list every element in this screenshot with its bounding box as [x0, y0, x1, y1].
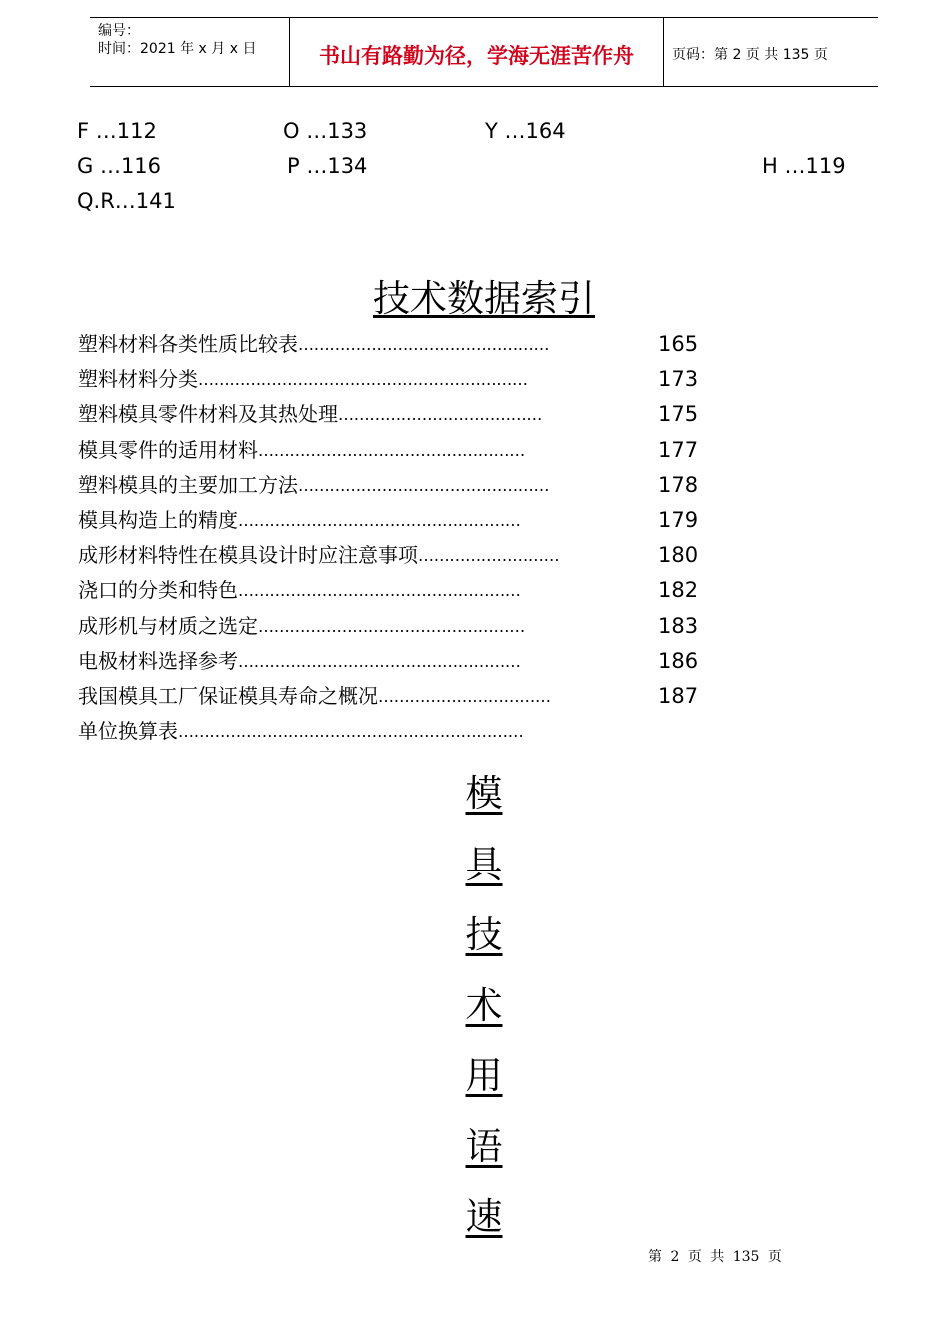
toc-entry[interactable]	[78, 503, 718, 538]
vertical-title-char: 模	[465, 772, 503, 815]
toc-entry[interactable]	[78, 644, 718, 679]
toc-entry-leader: …………………………………………………………	[178, 722, 524, 742]
letter-index-entry: P …134	[287, 154, 368, 178]
vertical-title-char: 具	[465, 842, 503, 886]
toc-entry[interactable]	[78, 433, 718, 468]
toc-entry[interactable]	[78, 397, 718, 432]
toc-entry-leader: …………………………………	[338, 405, 543, 425]
header-number-label: 编号：	[98, 23, 140, 39]
toc-entry-title: 塑料模具零件材料及其热处理	[78, 402, 338, 427]
toc-entry-title: 单位换算表	[78, 719, 178, 744]
toc-entry-page: 180	[658, 543, 699, 568]
toc-entry-title: 塑料材料分类	[78, 367, 198, 392]
toc-entry-page: 183	[658, 613, 699, 638]
toc-entry[interactable]	[78, 573, 718, 608]
vertical-title-char: 语	[465, 1124, 503, 1168]
toc-list	[78, 327, 718, 749]
toc-entry-leader: ……………………………………………	[258, 440, 525, 460]
toc-entry-page: 178	[658, 472, 699, 497]
header-motto: 书山有路勤为径，学海无涯苦作舟	[319, 43, 634, 68]
toc-entry-title: 成形材料特性在模具设计时应注意事项	[78, 543, 418, 568]
vertical-title-char: 术	[465, 983, 503, 1027]
toc-entry-leader: …………………………………………	[298, 475, 550, 495]
toc-entry-leader: ………………………………………………………	[198, 370, 528, 390]
toc-entry-leader: …………………………………………	[298, 335, 550, 354]
header-meta	[98, 22, 256, 58]
vertical-title-char: 用	[465, 1054, 503, 1097]
toc-entry[interactable]	[78, 679, 718, 714]
header-divider	[663, 18, 664, 86]
toc-entry[interactable]	[78, 538, 718, 573]
toc-entry-page: 173	[658, 367, 699, 392]
page-footer: 第 2 页 共 135 页	[648, 1249, 782, 1265]
toc-entry-page: 177	[658, 437, 699, 462]
toc-entry[interactable]	[78, 468, 718, 503]
letter-index-entry: Y …164	[485, 119, 566, 143]
letter-index-entry: O …133	[283, 119, 368, 143]
toc-entry-page: 186	[658, 648, 699, 673]
toc-entry[interactable]	[78, 327, 718, 362]
toc-entry[interactable]	[78, 714, 718, 749]
toc-entry-page: 175	[658, 402, 699, 427]
toc-entry[interactable]	[78, 362, 718, 397]
toc-entry-leader: ………………………	[418, 546, 560, 566]
toc-entry-title: 模具零件的适用材料	[78, 437, 258, 462]
section-title: 技术数据索引	[373, 277, 595, 320]
toc-entry-leader: ………………………………………………	[238, 651, 521, 671]
letter-index-entry: Q.R…141	[77, 189, 176, 213]
toc-entry-leader: ………………………………………………	[238, 581, 521, 601]
letter-index-entry: F …112	[77, 119, 157, 143]
toc-entry-title: 我国模具工厂保证模具寿命之概况	[78, 683, 378, 708]
page-header	[90, 17, 878, 87]
toc-entry-page: 179	[658, 507, 699, 532]
toc-entry-page: 182	[658, 578, 699, 603]
toc-entry-title: 成形机与材质之选定	[78, 613, 258, 638]
toc-entry-leader: ………………………………………………	[238, 510, 521, 530]
header-time-label: 时间：2021 年 x 月 x 日	[98, 41, 257, 57]
vertical-title-char: 技	[465, 913, 503, 956]
toc-entry-page: 165	[658, 332, 699, 356]
toc-entry-title: 模具构造上的精度	[78, 507, 238, 532]
toc-entry-title: 塑料材料各类性质比较表	[78, 332, 298, 356]
letter-index-entry: H …119	[762, 154, 846, 178]
toc-entry-title: 电极材料选择参考	[78, 648, 238, 673]
toc-entry-leader: ……………………………	[378, 686, 551, 706]
toc-entry[interactable]	[78, 609, 718, 644]
toc-entry-page: 187	[658, 683, 699, 708]
toc-entry-leader: ……………………………………………	[258, 616, 525, 636]
toc-entry-title: 塑料模具的主要加工方法	[78, 472, 298, 497]
toc-entry-title: 浇口的分类和特色	[78, 578, 238, 603]
header-page-label: 页码：第 2 页 共 135 页	[672, 47, 828, 63]
vertical-title-char: 速	[465, 1195, 503, 1238]
letter-index-entry: G …116	[77, 154, 162, 178]
